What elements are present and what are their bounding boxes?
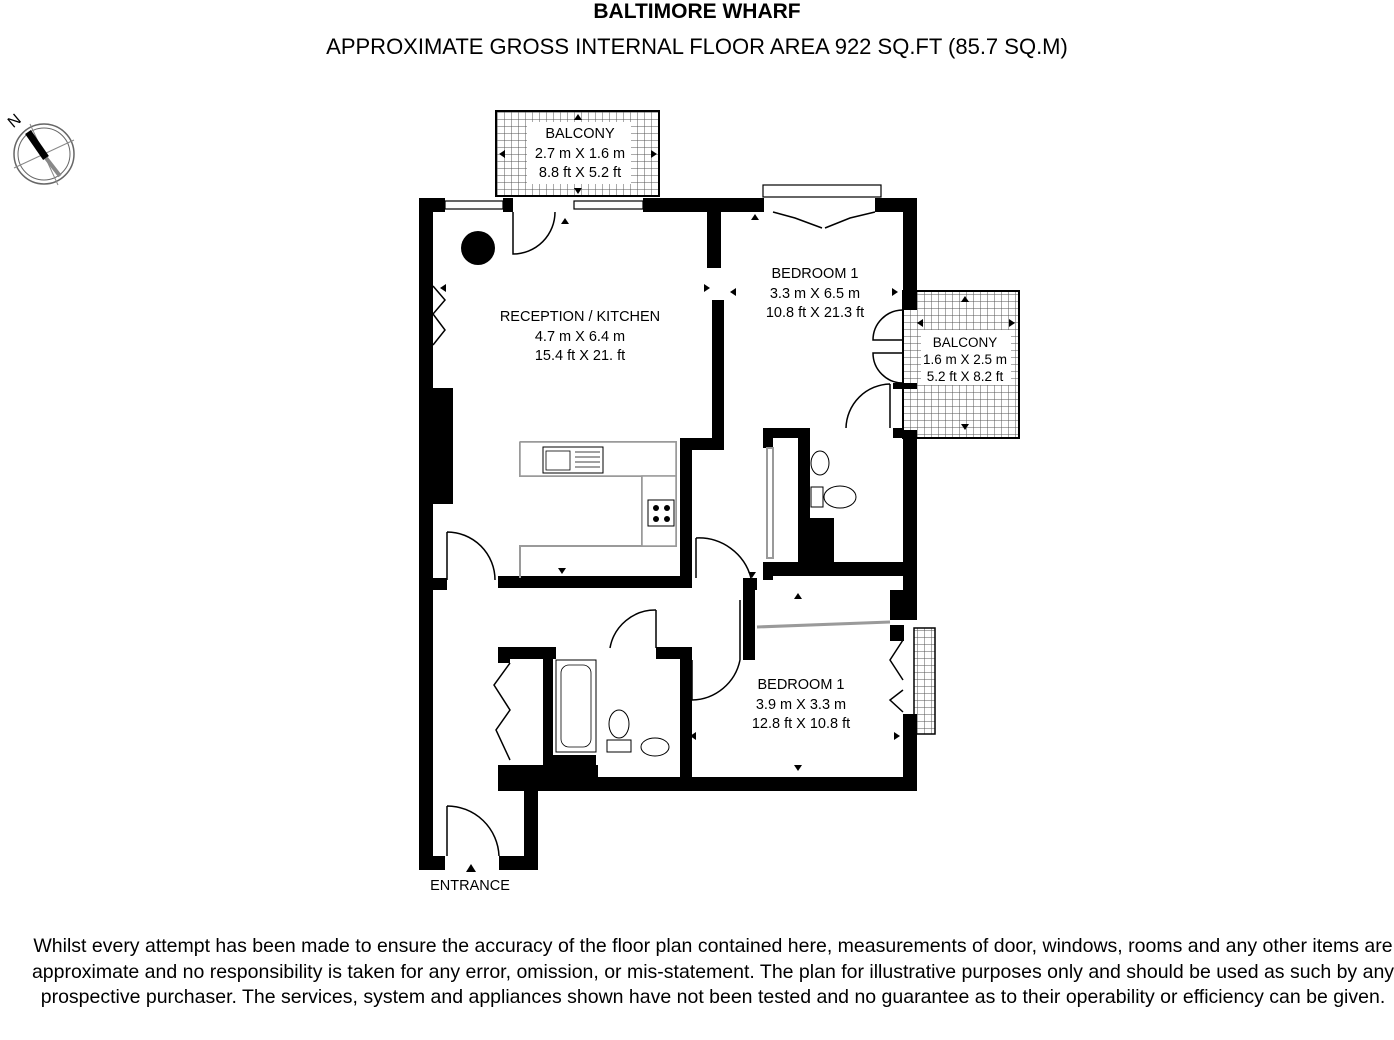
windows: [422, 185, 881, 380]
balcony-top-metric: 2.7 m X 1.6 m: [534, 146, 626, 162]
balcony-side-imperial: 5.2 ft X 8.2 ft: [926, 369, 1004, 384]
reception-name: RECEPTION / KITCHEN: [499, 309, 661, 325]
bedroom-second-imperial: 12.8 ft X 10.8 ft: [751, 716, 851, 732]
reception-metric: 4.7 m X 6.4 m: [534, 329, 626, 345]
window-ledge-bedroom-second: [914, 628, 935, 734]
reception-imperial: 15.4 ft X 21. ft: [534, 348, 626, 364]
compass-north-label: N: [4, 111, 25, 132]
column-icon: [461, 231, 495, 265]
balcony-side-metric: 1.6 m X 2.5 m: [922, 352, 1008, 367]
floor-area-subtitle: APPROXIMATE GROSS INTERNAL FLOOR AREA 922 SQ.FT (85.7 SQ.M): [326, 34, 1068, 59]
balcony-top-name: BALCONY: [545, 126, 615, 142]
bedroom-second-name: BEDROOM 1: [757, 677, 845, 693]
bedroom-main-imperial: 10.8 ft X 21.3 ft: [765, 305, 865, 321]
dimension-markers: [440, 114, 1015, 872]
hob-icon: [648, 500, 674, 526]
bedroom-main-name: BEDROOM 1: [771, 266, 859, 282]
plan-title: BALTIMORE WHARF: [593, 0, 801, 23]
balcony-top-imperial: 8.8 ft X 5.2 ft: [538, 165, 622, 181]
bedroom-second-metric: 3.9 m X 3.3 m: [755, 697, 847, 713]
toilet-icon: [824, 486, 856, 508]
disclaimer-text: Whilst every attempt has been made to ensure the accuracy of the floor plan contained here, measurements of door, windows, rooms and any other items are approximate and no responsibility is taken for any error, omission, or mis-statement. The plan for illustrative purposes only and should be used as such by any prospective purchaser. The services, system and appliances shown have not been tested and no guarantee as to their operability or efficiency can be given.: [31, 935, 1394, 1008]
entrance-label: ENTRANCE: [430, 878, 510, 894]
bath-icon: [556, 660, 596, 752]
balcony-side-name: BALCONY: [932, 335, 998, 350]
bedroom-main-metric: 3.3 m X 6.5 m: [769, 286, 861, 302]
north-arrow-icon: [5, 111, 74, 185]
